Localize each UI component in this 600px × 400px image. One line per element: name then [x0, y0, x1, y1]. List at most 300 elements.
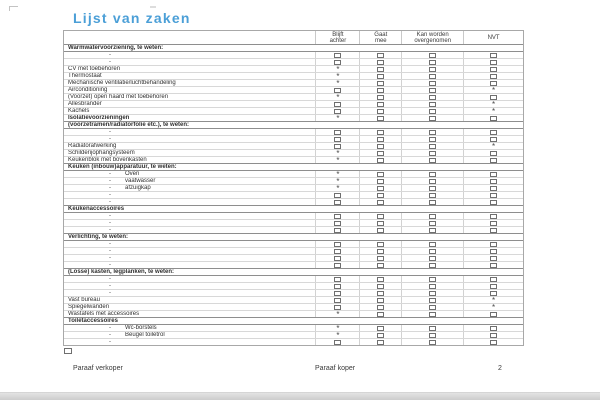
checkbox[interactable] — [377, 186, 384, 191]
checkbox-cell — [463, 178, 523, 184]
checkbox-cell — [463, 157, 523, 163]
checkbox-cell — [359, 255, 401, 261]
checkbox[interactable] — [377, 60, 384, 65]
section-header-row — [64, 317, 523, 324]
checkbox-cell — [401, 94, 463, 100]
column-header-line: overgenomen — [414, 37, 452, 44]
checkbox-cell — [359, 157, 401, 163]
checkbox[interactable] — [490, 179, 497, 184]
checkbox[interactable] — [334, 228, 341, 233]
checkbox-cell — [359, 199, 401, 205]
checkbox[interactable] — [490, 151, 497, 156]
checkbox[interactable] — [490, 193, 497, 198]
checkbox[interactable] — [490, 130, 497, 135]
checkbox[interactable] — [334, 53, 341, 58]
checkbox[interactable] — [334, 263, 341, 268]
checkbox-cell — [359, 171, 401, 177]
checkbox[interactable] — [334, 193, 341, 198]
section-header-row — [64, 44, 523, 51]
checkbox[interactable] — [429, 53, 436, 58]
checkbox-cell — [315, 227, 359, 233]
column-header-line: mee — [374, 37, 387, 44]
checkbox[interactable] — [490, 312, 497, 317]
table-row — [64, 86, 523, 93]
checkbox-cell — [315, 129, 359, 135]
row-label — [64, 199, 315, 205]
dash-mark: - — [109, 129, 111, 135]
column-header-line: Kan worden — [416, 31, 449, 38]
checkbox-cell — [359, 52, 401, 58]
checkbox[interactable] — [377, 88, 384, 93]
checkbox[interactable] — [377, 116, 384, 121]
table-row — [64, 51, 523, 58]
table-row — [64, 177, 523, 184]
checkbox-cell — [401, 339, 463, 345]
checkbox[interactable] — [377, 242, 384, 247]
row-label — [64, 339, 315, 345]
checkbox[interactable] — [377, 340, 384, 345]
item-column-header — [64, 31, 315, 44]
dash-mark: - — [109, 59, 111, 65]
checkbox[interactable] — [429, 137, 436, 142]
asterisk-mark: * — [336, 65, 340, 74]
row-label: Schilderijophangsysteem — [68, 150, 135, 156]
checkbox-cell — [401, 262, 463, 268]
checkbox[interactable] — [377, 74, 384, 79]
asterisk-mark: * — [336, 149, 340, 158]
table-row — [64, 142, 523, 149]
asterisk-cell — [463, 108, 523, 114]
checkbox-cell — [359, 220, 401, 226]
checkbox[interactable] — [429, 312, 436, 317]
dash-mark: - — [109, 262, 111, 268]
checkbox[interactable] — [377, 151, 384, 156]
checkbox[interactable] — [429, 200, 436, 205]
checkbox[interactable] — [377, 326, 384, 331]
row-label — [64, 290, 315, 296]
checkbox-cell — [401, 192, 463, 198]
checkbox-cell — [315, 248, 359, 254]
checkbox[interactable] — [429, 284, 436, 289]
row-label — [64, 59, 315, 65]
checkbox-cell — [359, 213, 401, 219]
checkbox[interactable] — [490, 214, 497, 219]
checkbox[interactable] — [334, 291, 341, 296]
table-row — [64, 93, 523, 100]
checkbox[interactable] — [334, 137, 341, 142]
checkbox[interactable] — [334, 340, 341, 345]
row-label — [64, 248, 315, 254]
dash-mark: - — [109, 52, 111, 58]
asterisk-mark: * — [492, 296, 496, 305]
table-row — [64, 289, 523, 296]
checkbox[interactable] — [490, 186, 497, 191]
table-row — [64, 65, 523, 72]
checkbox[interactable] — [490, 277, 497, 282]
table-row — [64, 338, 523, 345]
dash-mark: - — [109, 192, 111, 198]
table-row — [64, 331, 523, 338]
checkbox-cell — [463, 220, 523, 226]
asterisk-mark: * — [336, 177, 340, 186]
checkbox-cell — [401, 199, 463, 205]
checkbox[interactable] — [334, 214, 341, 219]
checkbox[interactable] — [429, 291, 436, 296]
checkbox[interactable] — [334, 256, 341, 261]
checkbox[interactable] — [429, 151, 436, 156]
checkbox-cell — [401, 332, 463, 338]
table-row — [64, 191, 523, 198]
row-label — [64, 192, 315, 198]
checkbox-cell — [315, 241, 359, 247]
row-label: Isolatievoorzieningen — [68, 115, 130, 121]
checkbox[interactable] — [377, 67, 384, 72]
checkbox[interactable] — [334, 221, 341, 226]
table-row — [64, 240, 523, 247]
checkbox[interactable] — [429, 179, 436, 184]
checkbox-cell — [401, 136, 463, 142]
checkbox[interactable] — [490, 74, 497, 79]
asterisk-cell — [315, 185, 359, 191]
checkbox[interactable] — [334, 284, 341, 289]
checkbox[interactable] — [334, 242, 341, 247]
checkbox-cell — [463, 213, 523, 219]
checkbox[interactable] — [490, 340, 497, 345]
checkbox[interactable] — [429, 340, 436, 345]
checkbox[interactable] — [377, 144, 384, 149]
checkbox[interactable] — [377, 172, 384, 177]
checkbox[interactable] — [490, 53, 497, 58]
checkbox[interactable] — [429, 193, 436, 198]
row-label: Wastafels met accessoires — [68, 311, 140, 317]
checkbox[interactable] — [377, 249, 384, 254]
checkbox[interactable] — [429, 228, 436, 233]
checkbox[interactable] — [429, 88, 436, 93]
checkbox[interactable] — [490, 137, 497, 142]
checkbox-cell — [401, 325, 463, 331]
checkbox[interactable] — [490, 291, 497, 296]
row-label — [64, 276, 315, 282]
dash-mark: - — [109, 241, 111, 247]
checkbox-cell — [315, 220, 359, 226]
checkbox[interactable] — [334, 144, 341, 149]
dash-mark: - — [109, 185, 111, 191]
column-header-line: Gaat — [374, 31, 388, 38]
table-row — [64, 156, 523, 163]
checkbox-cell — [463, 325, 523, 331]
table-row — [64, 303, 523, 310]
row-label — [64, 185, 315, 191]
asterisk-cell — [315, 311, 359, 317]
checkbox[interactable] — [377, 291, 384, 296]
checkbox-cell — [463, 255, 523, 261]
checkbox[interactable] — [490, 172, 497, 177]
row-label: Warmwatervoorziening, te weten: — [68, 45, 164, 51]
checkbox-cell — [359, 129, 401, 135]
checkbox-cell — [401, 66, 463, 72]
checkbox[interactable] — [64, 348, 72, 354]
checkbox-cell — [359, 101, 401, 107]
checkbox[interactable] — [377, 102, 384, 107]
checkbox[interactable] — [490, 242, 497, 247]
column-header-line: NVT — [487, 34, 500, 41]
checkbox[interactable] — [334, 200, 341, 205]
checkbox[interactable] — [377, 263, 384, 268]
row-label: CV met toebehoren — [68, 66, 121, 72]
checkbox-cell — [359, 59, 401, 65]
checkbox-cell — [401, 171, 463, 177]
checkbox[interactable] — [377, 81, 384, 86]
checkbox[interactable] — [377, 179, 384, 184]
checkbox[interactable] — [429, 116, 436, 121]
checkbox-cell — [401, 129, 463, 135]
row-label: (Voorzet) open haard met toebehoren — [68, 94, 169, 100]
asterisk-mark: * — [492, 142, 496, 151]
checkbox-cell — [463, 66, 523, 72]
checkbox[interactable] — [377, 305, 384, 310]
checkbox[interactable] — [377, 333, 384, 338]
table-row — [64, 79, 523, 86]
table-header-row — [64, 31, 523, 44]
checkbox[interactable] — [377, 95, 384, 100]
checkbox[interactable] — [377, 109, 384, 114]
checkbox[interactable] — [377, 53, 384, 58]
checkbox[interactable] — [429, 263, 436, 268]
checkbox[interactable] — [377, 298, 384, 303]
table-row — [64, 170, 523, 177]
checkbox[interactable] — [334, 130, 341, 135]
checkbox[interactable] — [490, 249, 497, 254]
row-label — [64, 332, 315, 338]
checkbox[interactable] — [377, 284, 384, 289]
checkbox-cell — [401, 157, 463, 163]
section-header-row — [64, 205, 523, 212]
checkbox[interactable] — [429, 249, 436, 254]
sub-item-label: Beugel toiletrol — [125, 332, 165, 338]
checkbox[interactable] — [490, 60, 497, 65]
row-label: Keuken (inbouw)apparatuur, te weten: — [68, 164, 177, 170]
checkbox[interactable] — [490, 95, 497, 100]
table-row — [64, 128, 523, 135]
checkbox-cell — [359, 185, 401, 191]
asterisk-mark: * — [336, 170, 340, 179]
paraaf-koper-label: Paraaf koper — [315, 365, 356, 372]
checkbox[interactable] — [334, 249, 341, 254]
table-row — [64, 184, 523, 191]
page-title: Lijst van zaken — [73, 10, 191, 26]
checkbox-cell — [315, 262, 359, 268]
checkbox[interactable] — [429, 158, 436, 163]
checkbox[interactable] — [334, 88, 341, 93]
checkbox[interactable] — [377, 312, 384, 317]
checkbox-cell — [401, 185, 463, 191]
row-label: Verlichting, te weten: — [68, 234, 129, 240]
checkbox[interactable] — [490, 200, 497, 205]
checkbox-cell — [315, 52, 359, 58]
checkbox[interactable] — [429, 298, 436, 303]
row-label — [64, 178, 315, 184]
checkbox-cell — [401, 80, 463, 86]
checkbox-cell — [359, 87, 401, 93]
asterisk-mark: * — [492, 86, 496, 95]
asterisk-cell — [315, 332, 359, 338]
section-header-row — [64, 233, 523, 240]
row-label — [64, 241, 315, 247]
checkbox[interactable] — [490, 67, 497, 72]
checkbox-cell — [359, 108, 401, 114]
checkbox-cell — [359, 115, 401, 121]
checkbox-cell — [401, 178, 463, 184]
checkbox[interactable] — [334, 277, 341, 282]
checkbox[interactable] — [429, 326, 436, 331]
checkbox-cell — [359, 192, 401, 198]
checkbox[interactable] — [429, 277, 436, 282]
asterisk-mark: * — [336, 93, 340, 102]
checkbox[interactable] — [429, 109, 436, 114]
asterisk-mark: * — [336, 310, 340, 319]
table-row — [64, 275, 523, 282]
checkbox[interactable] — [377, 228, 384, 233]
checkbox-cell — [401, 290, 463, 296]
table-row — [64, 282, 523, 289]
checkbox[interactable] — [429, 67, 436, 72]
row-label: Allesbrander — [68, 101, 102, 107]
checkbox[interactable] — [490, 158, 497, 163]
checkbox[interactable] — [377, 214, 384, 219]
checkbox-cell — [401, 115, 463, 121]
checkbox[interactable] — [429, 74, 436, 79]
checkbox-cell — [463, 262, 523, 268]
column-header-nvt — [463, 31, 523, 44]
column-header-line: Blijft — [332, 31, 344, 38]
row-label — [64, 171, 315, 177]
checkbox[interactable] — [334, 60, 341, 65]
checkbox[interactable] — [490, 284, 497, 289]
checkbox[interactable] — [429, 221, 436, 226]
checkbox-cell — [359, 304, 401, 310]
checkbox-cell — [401, 311, 463, 317]
table-row — [64, 212, 523, 219]
row-label — [64, 52, 315, 58]
dash-mark: - — [109, 220, 111, 226]
table-row — [64, 254, 523, 261]
scan-shadow — [0, 392, 600, 400]
checkbox[interactable] — [429, 256, 436, 261]
row-label — [64, 255, 315, 261]
row-label: Keukenblok met bovenkasten — [68, 157, 147, 163]
lijst-van-zaken-table — [63, 30, 524, 346]
checkbox[interactable] — [490, 116, 497, 121]
checkbox-cell — [401, 87, 463, 93]
checkbox[interactable] — [429, 172, 436, 177]
checkbox[interactable] — [429, 242, 436, 247]
checkbox[interactable] — [429, 95, 436, 100]
row-label — [64, 136, 315, 142]
checkbox-cell — [359, 283, 401, 289]
row-label: Mechanische ventilatie/luchtbehandeling — [68, 80, 176, 86]
checkbox[interactable] — [377, 193, 384, 198]
checkbox[interactable] — [490, 221, 497, 226]
table-row — [64, 296, 523, 303]
checkbox-cell — [463, 59, 523, 65]
checkbox[interactable] — [334, 305, 341, 310]
checkbox[interactable] — [490, 333, 497, 338]
checkbox[interactable] — [429, 81, 436, 86]
dash-mark: - — [109, 171, 111, 177]
section-header-row — [64, 163, 523, 170]
row-label: Spiegelwanden — [68, 304, 110, 310]
checkbox-cell — [359, 325, 401, 331]
asterisk-mark: * — [336, 184, 340, 193]
row-label: Toiletaccessoires — [68, 318, 118, 324]
row-label — [64, 283, 315, 289]
checkbox-cell — [463, 171, 523, 177]
row-label — [64, 262, 315, 268]
checkbox[interactable] — [377, 277, 384, 282]
checkbox[interactable] — [377, 137, 384, 142]
checkbox[interactable] — [377, 256, 384, 261]
table-row — [64, 135, 523, 142]
dash-mark: - — [109, 248, 111, 254]
checkbox[interactable] — [377, 221, 384, 226]
checkbox-cell — [401, 255, 463, 261]
checkbox-cell — [359, 80, 401, 86]
checkbox[interactable] — [429, 186, 436, 191]
checkbox[interactable] — [377, 200, 384, 205]
checkbox-cell — [463, 227, 523, 233]
checkbox[interactable] — [490, 256, 497, 261]
checkbox[interactable] — [490, 263, 497, 268]
checkbox-cell — [463, 276, 523, 282]
row-label: (Losse) kasten, legplanken, te weten: — [68, 269, 175, 275]
checkbox[interactable] — [377, 158, 384, 163]
table-body — [64, 44, 523, 345]
row-label — [64, 325, 315, 331]
checkbox[interactable] — [429, 130, 436, 135]
dash-mark: - — [109, 276, 111, 282]
checkbox-cell — [315, 136, 359, 142]
asterisk-mark: * — [492, 107, 496, 116]
checkbox[interactable] — [490, 81, 497, 86]
checkbox-cell — [359, 276, 401, 282]
checkbox[interactable] — [429, 214, 436, 219]
checkbox[interactable] — [429, 305, 436, 310]
checkbox-cell — [315, 213, 359, 219]
checkbox[interactable] — [429, 102, 436, 107]
checkbox[interactable] — [334, 102, 341, 107]
asterisk-mark: * — [336, 79, 340, 88]
checkbox-cell — [315, 199, 359, 205]
checkbox[interactable] — [334, 298, 341, 303]
paraaf-verkoper-label: Paraaf verkoper — [73, 365, 123, 372]
checkbox[interactable] — [429, 333, 436, 338]
table-row — [64, 247, 523, 254]
checkbox[interactable] — [429, 144, 436, 149]
table-row — [64, 58, 523, 65]
checkbox[interactable] — [377, 130, 384, 135]
asterisk-mark: * — [336, 156, 340, 165]
checkbox[interactable] — [429, 60, 436, 65]
table-row — [64, 72, 523, 79]
checkbox[interactable] — [490, 326, 497, 331]
checkbox[interactable] — [334, 109, 341, 114]
checkbox-cell — [315, 276, 359, 282]
table-row — [64, 310, 523, 317]
checkbox[interactable] — [490, 228, 497, 233]
dash-mark: - — [109, 290, 111, 296]
row-label: Keukenaccessoires — [68, 206, 125, 212]
checkbox-cell — [315, 297, 359, 303]
